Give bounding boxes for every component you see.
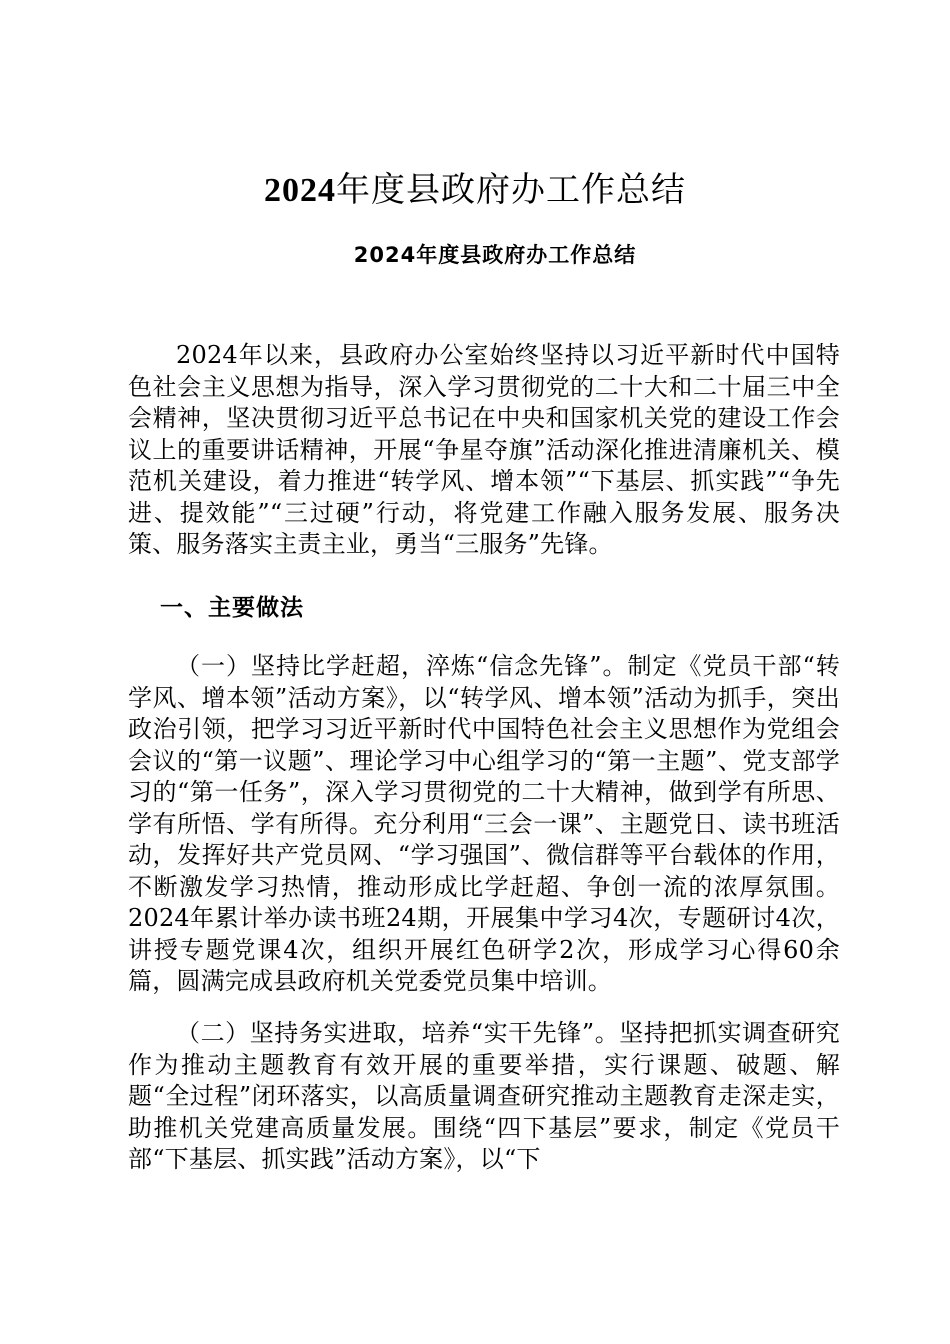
main-title	[0, 168, 950, 214]
item-2-paragraph: （二）坚持务实进取，培养“实干先锋”。坚持把抓实调查研究作为推动主题教育有效开展的重要举措，实行课题、破题、解题“全过程”闭环落实，以高质量调查研究推动主题教育走深走实，助推机关党建高质量发展。围绕“四下基层”要求，制定《党员干部“下基层、抓实践”活动方案》，以“下	[128, 1019, 840, 1173]
section-heading-main-practices: 一、主要做法	[160, 595, 304, 621]
sub-title: 2024年度县政府办工作总结	[353, 243, 637, 267]
intro-paragraph: 2024年以来，县政府办公室始终坚持以习近平新时代中国特色社会主义思想为指导，深入学习贯彻党的二十大和二十届三中全会精神，坚决贯彻习近平总书记在中央和国家机关党的建设工作会议上的重要讲话精神，开展“争星夺旗”活动深化推进清廉机关、模范机关建设，着力推进“转学风、增本领”“下基层、抓实践”“争先进、提效能”“三过硬”行动，将党建工作融入服务发展、服务决策、服务落实主责主业，勇当“三服务”先锋。	[128, 341, 840, 558]
main-title-text: 年度县政府办工作总结	[336, 172, 686, 209]
item-1-paragraph: （一）坚持比学赶超，淬炼“信念先锋”。制定《党员干部“转学风、增本领”活动方案》，以“转学风、增本领”活动为抓手，突出政治引领，把学习习近平新时代中国特色社会主义思想作为党组会会议的“第一议题”、理论学习中心组学习的“第一主题”、党支部学习的“第一任务”，深入学习贯彻党的二十大精神，做到学有所思、学有所悟、学有所得。充分利用“三会一课”、主题党日、读书班活动，发挥好共产党员网、“学习强国”、微信群等平台载体的作用，不断激发学习热情，推动形成比学赶超、争创一流的浓厚氛围。2024年累计举办读书班24期，开展集中学习4次，专题研讨4次，讲授专题党课4次，组织开展红色研学2次，形成学习心得60余篇，圆满完成县政府机关党委党员集中培训。	[128, 652, 840, 995]
main-title-year: 2024	[264, 172, 336, 209]
